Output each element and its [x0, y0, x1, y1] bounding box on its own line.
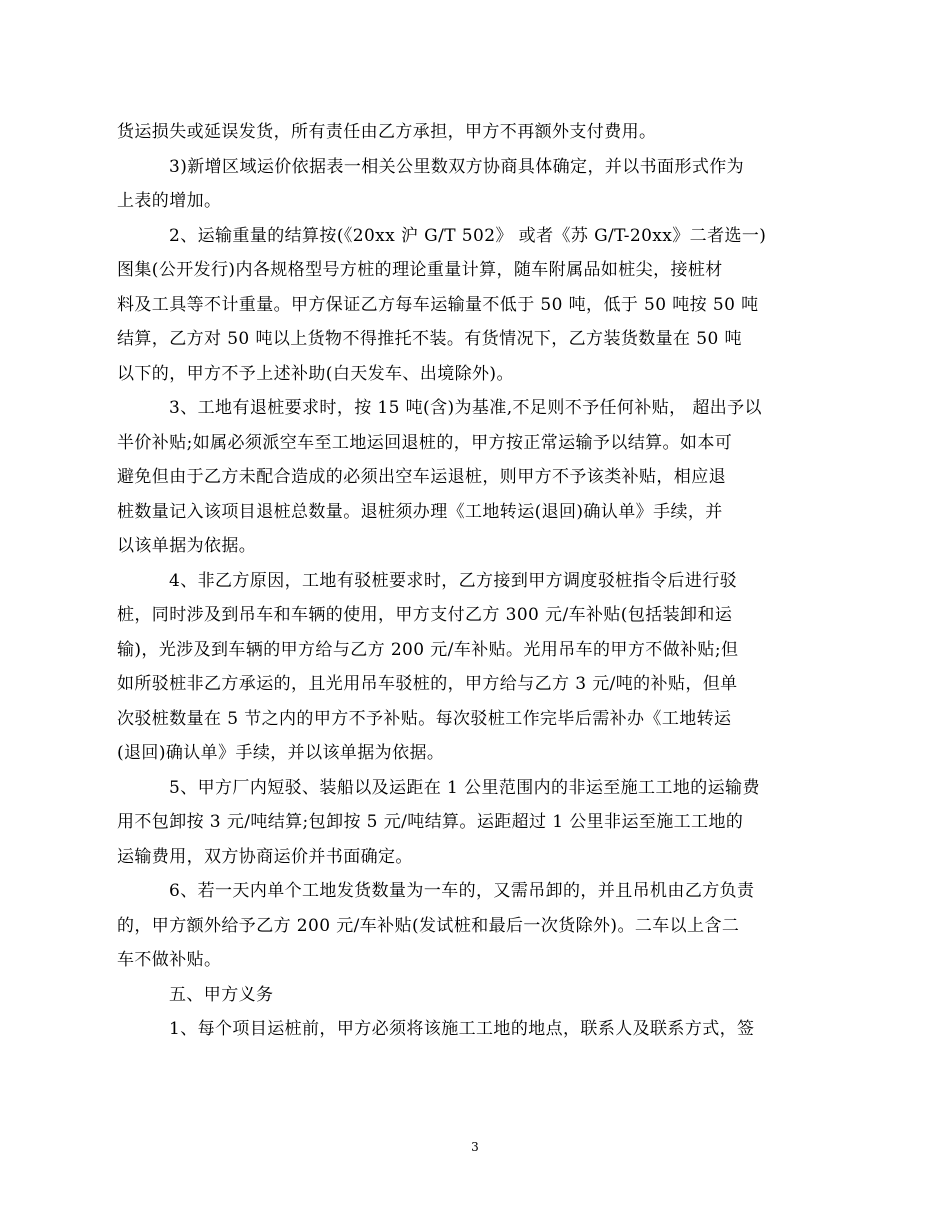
text-line: 次驳桩数量在 5 节之内的甲方不予补贴。每次驳桩工作完毕后需补办《工地转运 [117, 708, 732, 729]
text-line: 输)，光涉及到车辆的甲方给与乙方 200 元/车补贴。光用吊车的甲方不做补贴;但 [117, 639, 739, 660]
text-line: 2、运输重量的结算按(《20xx 沪 G/T 502》 或者《苏 G/T-20xx》二者选一) [169, 225, 767, 246]
text-line: 如所驳桩非乙方承运的，且光用吊车驳桩的，甲方给与乙方 3 元/吨的补贴，但单 [117, 674, 738, 694]
text-line: 3、工地有退桩要求时，按 15 吨(含)为基准,不足则不予任何补贴， 超出予以 [169, 398, 762, 418]
document-body [117, 115, 800, 1047]
text-line: 1、每个项目运桩前，甲方必须将该施工工地的地点，联系人及联系方式，签 [169, 1019, 755, 1039]
text-line: 5、甲方厂内短驳、装船以及运距在 1 公里范围内的非运至施工工地的运输费 [169, 777, 760, 798]
text-line: 3)新增区域运价依据表一相关公里数双方协商具体确定，并以书面形式作为 [169, 156, 745, 177]
text-line: (退回)确认单》手续，并以该单据为依据。 [117, 743, 445, 763]
text-line: 料及工具等不计重量。甲方保证乙方每车运输量不低于 50 吨，低于 50 吨按 50 吨 [117, 294, 759, 315]
text-line: 桩数量记入该项目退桩总数量。退桩须办理《工地转运(退回)确认单》手续，并 [117, 501, 723, 522]
text-line: 货运损失或延误发货，所有责任由乙方承担，甲方不再额外支付费用。 [117, 122, 657, 142]
page-number: 3 [471, 1140, 479, 1154]
text-line: 图集(公开发行)内各规格型号方桩的理论重量计算，随车附属品如桩尖，接桩材 [117, 260, 723, 280]
text-line: 的，甲方额外给予乙方 200 元/车补贴(发试桩和最后一次货除外)。二车以上含二 [117, 915, 740, 936]
text-line: 车不做补贴。 [117, 950, 222, 970]
text-line: 以该单据为依据。 [117, 536, 257, 556]
text-line: 4、非乙方原因，工地有驳桩要求时，乙方接到甲方调度驳桩指令后进行驳 [169, 570, 738, 591]
text-line: 半价补贴;如属必须派空车至工地运回退桩的，甲方按正常运输予以结算。如本可 [117, 432, 733, 453]
text-line: 上表的增加。 [117, 191, 222, 211]
text-line: 用不包卸按 3 元/吨结算;包卸按 5 元/吨结算。运距超过 1 公里非运至施工工地的 [117, 812, 744, 832]
text-line: 结算，乙方对 50 吨以上货物不得推托不装。有货情况下，乙方装货数量在 50 吨 [117, 329, 742, 349]
text-line: 以下的，甲方不予上述补助(白天发车、出境除外)。 [117, 363, 514, 384]
text-line: 避免但由于乙方未配合造成的必须出空车运退桩，则甲方不予该类补贴，相应退 [117, 467, 726, 487]
text-line: 运输费用，双方协商运价并书面确定。 [117, 846, 413, 867]
text-line: 桩，同时涉及到吊车和车辆的使用，甲方支付乙方 300 元/车补贴(包括装卸和运 [117, 605, 733, 625]
text-line: 五、甲方义务 [169, 984, 274, 1005]
text-line: 6、若一天内单个工地发货数量为一车的，又需吊卸的，并且吊机由乙方负责 [169, 881, 755, 901]
